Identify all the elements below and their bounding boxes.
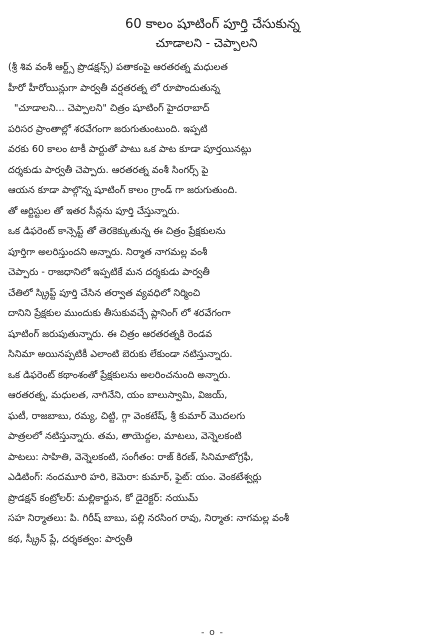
body-line: ఒక డిఫరెంట్ కథాంశంతో ప్రేక్షకులను అలరించనుంది అన్నారు. bbox=[8, 369, 231, 381]
title-line-2: చూడాలని - చెప్పాలని bbox=[155, 36, 258, 50]
body-line: వరకు 60 కాలం టాకీ పార్టుతో పాటు ఒక పాట కూడా పూర్తయినట్లు bbox=[8, 144, 252, 155]
body-line: పూర్తిగా అలరిస్తుందని అన్నారు. నిర్మాత నాగమల్ల వంశీ bbox=[8, 246, 208, 258]
body-line: షూటింగ్ జరుపుతున్నారు. ఈ చిత్రం ఆరతరత్నకి రెండవ bbox=[8, 328, 213, 340]
body-line: పాత్రలలో నటిస్తున్నారు. తమ, తాయెద్దల, మాటలు, వెన్నెలకంటి bbox=[8, 431, 242, 442]
title-line-1: 60 కాలం షూటింగ్ పూర్తి చేసుకున్న bbox=[125, 17, 300, 32]
body-line: ఆయన కూడా పాల్గొన్న షూటింగ్ కాలం గ్రాండ్ గా జరుగుతుంది. bbox=[8, 185, 238, 196]
document-body bbox=[8, 58, 417, 550]
end-mark bbox=[0, 628, 425, 638]
body-line: ఆరతరత్న, మధులత, నాగినేని, యం బాలుస్వామి, విజయ్, bbox=[8, 390, 228, 401]
body-line: పరిసర ప్రాంతాల్లో శరవేగంగా జరుగుతుంటుంది. ఇప్పటి bbox=[8, 123, 208, 135]
body-line: చెప్పారు - రాజధానిలో ఇప్పటికే మన దర్శకుడు పార్వతీ bbox=[8, 267, 210, 278]
body-line: ఒక డిఫరెంట్ కాన్సెప్ట్ తో తెరకెక్కుతున్న ఈ చిత్రం ప్రేక్షకులను bbox=[8, 226, 226, 237]
body-line: సహ నిర్మాతలు: పి. గిరీష్ బాబు, పల్లి నరసింగ రావు, నిర్మాత: నాగమల్ల వంశీ bbox=[8, 513, 290, 524]
body-line: దానిని ప్రేక్షకుల ముందుకు తీసుకువచ్చే ప్లానింగ్ లో శరవేగంగా bbox=[8, 308, 231, 319]
body-line: కథ, స్క్రీన్ ప్లే, దర్శకత్వం: పార్వతీ bbox=[8, 533, 133, 545]
body-line: ఎడిటింగ్: నందమూరి హరి, కెమెరా: కుమార్, ఫైట్: యం. వెంకటేశ్వర్లు bbox=[8, 472, 262, 483]
body-line: (శ్రీ శివ వంశీ ఆర్ట్స్ ప్రొడక్షన్స్) పతాకంపై ఆరతరత్న మధులత bbox=[8, 62, 228, 73]
body-line: సినిమా అయినప్పటికీ ఎలాంటి బెరుకు లేకుండా నటిస్తున్నారు. bbox=[8, 349, 233, 360]
document-title bbox=[8, 16, 417, 52]
body-line: "చూడాలని... చెప్పాలని" చిత్రం షూటింగ్ హైదరాబాద్ bbox=[14, 103, 210, 114]
body-line: ఘటీ, రాజబాబు, రమ్య, చిట్టి, గ్గా వెంకటేష్, శ్రీ కుమార్ మొదలగు bbox=[8, 410, 246, 422]
body-line: దర్శకుడు పార్వతీ చెప్పారు. ఆరతరత్న వంశీ సింగర్స్ పై bbox=[8, 164, 209, 176]
body-line: ప్రొడక్షన్ కంట్రోలర్: మల్లికార్జున, కో డైరెక్టర్: నయుమ్ bbox=[8, 492, 199, 504]
end-mark-text: - o - bbox=[201, 628, 224, 638]
body-line: చేతిలో స్క్రిప్ట్ పూర్తి చేసిన తర్వాత వ్యవధిలో నిర్మించి bbox=[8, 287, 201, 299]
body-line: హీరో హీరోయిన్లుగా పార్వతీ వర్షతరత్న లో రూపొందుతున్న bbox=[8, 82, 221, 94]
body-line: పాటలు: సాహితి, వెన్నెలకంటి, సంగీతం: రాజ్ కిరణ్, సినిమాటోగ్రఫీ, bbox=[8, 451, 254, 463]
body-line: తో ఆర్టిస్టుల తో ఇతర సీన్లను పూర్తి చేస్తున్నారు. bbox=[8, 205, 180, 217]
